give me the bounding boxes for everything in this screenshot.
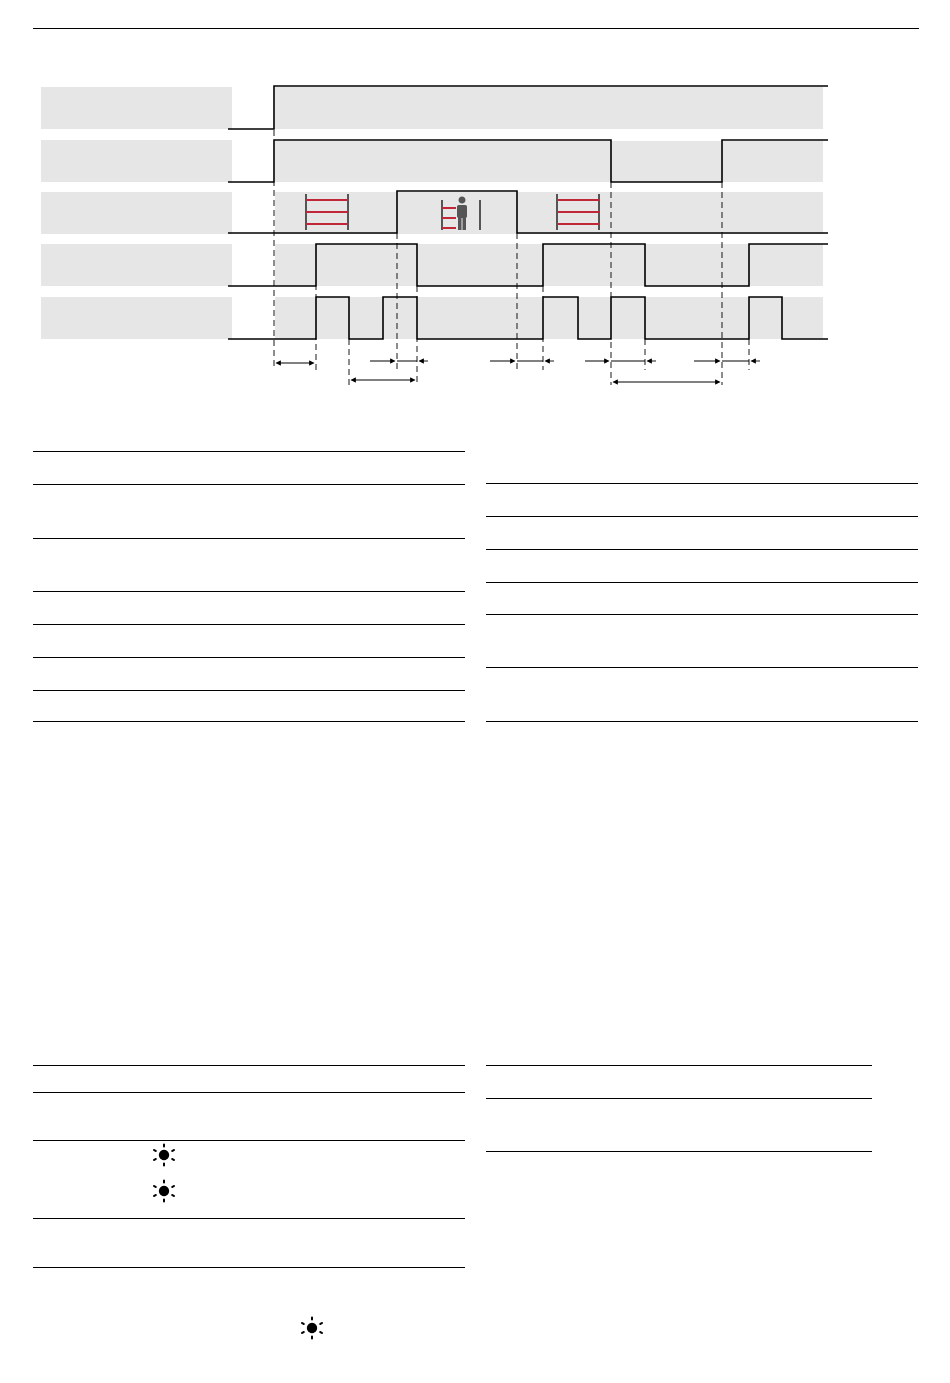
table-rule (486, 1151, 872, 1152)
signal-row-4 (41, 244, 828, 286)
row-3-label-band (41, 192, 232, 234)
table-rule (33, 1092, 465, 1093)
table-rule (33, 1065, 465, 1066)
table-rule (486, 516, 918, 517)
light-curtain-icon (557, 194, 599, 230)
table-rule (486, 614, 918, 615)
table-rule (486, 582, 918, 583)
table-rule (33, 624, 465, 625)
timing-diagram (0, 0, 950, 400)
row-2-label-band (41, 140, 232, 182)
sun-icon (300, 1316, 324, 1340)
table-rule (33, 1218, 465, 1219)
table-rule (486, 1098, 872, 1099)
table-rule (33, 657, 465, 658)
table-rule (33, 690, 465, 691)
table-rule (486, 483, 918, 484)
row-4-label-band (41, 244, 232, 286)
table-rule (486, 1065, 872, 1066)
signal-row-5 (41, 297, 828, 339)
signal-row-2 (41, 140, 828, 182)
table-rule (33, 591, 465, 592)
row-5-label-band (41, 297, 232, 339)
table-rule (486, 549, 918, 550)
table-rule (486, 721, 918, 722)
row-5-band (275, 297, 823, 339)
table-rule (33, 721, 465, 722)
signal-row-1 (41, 86, 828, 129)
table-rule (33, 484, 465, 485)
table-rule (486, 667, 918, 668)
row-2-band (275, 141, 823, 182)
sun-icon (152, 1179, 176, 1203)
row-4-band (275, 244, 823, 286)
signal-row-3 (41, 191, 828, 234)
table-rule (33, 538, 465, 539)
row-1-label-band (41, 87, 232, 129)
sun-icon (152, 1143, 176, 1167)
table-rule (33, 451, 465, 452)
table-rule (33, 1267, 465, 1268)
row-3-band (275, 192, 823, 234)
light-curtain-icon (306, 194, 348, 230)
row-1-band (275, 87, 823, 129)
table-rule (33, 1140, 465, 1141)
